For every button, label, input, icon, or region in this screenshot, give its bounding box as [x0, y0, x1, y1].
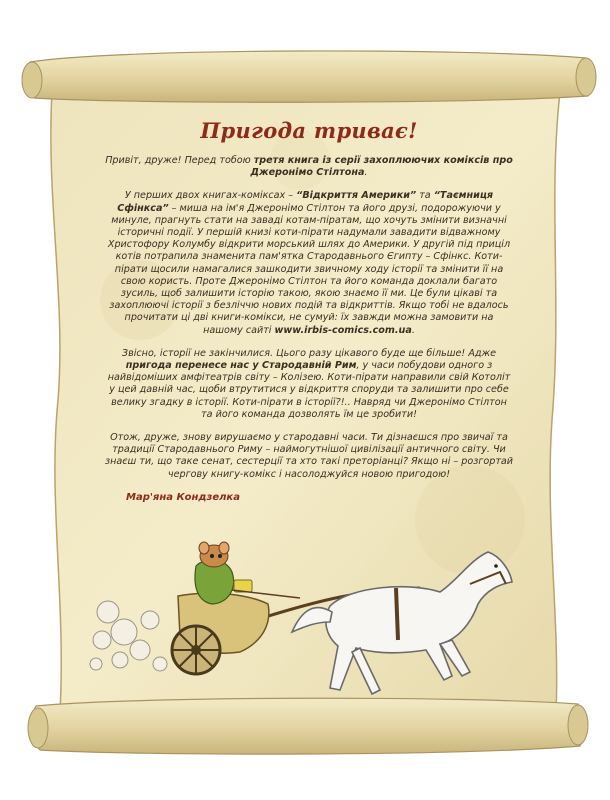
paragraph-closing: Отож, друже, знову вирушаємо у стародавні часи. Ти дізнаєшся про звичаї та традиції Стародавнього Риму – наймогутнішої цивілізації античного світу. Чи знаєш ти, що таке сенат, сестерції та хто такі преторіанці? Якщо ні – розгортай чергову книгу-комікс і насолоджуйся новою пригодою!: [104, 432, 514, 480]
paragraph-intro: Привіт, друже! Перед тобою третя книга із серії захоплюючих коміксів про Джеронімо Стілтона.: [105, 155, 513, 179]
chariot-wheel: [172, 626, 220, 674]
paragraph-rome: Звісно, історії не закінчилися. Цього разу цікавого буде ще більше! Адже пригода перенесе нас у Стародавній Рим, у часи побудови одного з найвідоміших амфітеатрів світу – Колізею. Коти-пірати направили свій Котоліт у цей давній час, щоби втрутитися у відкриття споруди та залишити про себе велику згадку в історії. Коти-пірати в історії?!.. Навряд чи Джеронімо Стілтон та його команда дозволять їм це зробити!: [107, 347, 511, 420]
letter-title: Пригода триває!: [200, 118, 418, 143]
paragraph-previous-books: У перших двох книгах-коміксах – “Відкриття Америки” та “Таємниця Сфінкса” – миша на ім'я Джеронімо Стілтон та його друзі, подорожуючи у минуле, прагнуть стати на заваді котам-піратам, що хочуть змінити визначні історичні події. У першій книзі коти-пірати надумали завадити відважному Христофору Колумбу відкрити морський шлях до Америки. У другій під приціл котів потрапила знаменита пам'ятка Стародавнього Єгипту – Сфінкс. Коти-пірати щосили намагалися зашкодити звичному ходу історії та змінити її на свою користь. Проте Джеронімо Стілтон та його команда доклали багато зусиль, щоб залишити історію такою, якою знаємо її ми. Це були цікаві та захоплюючі історії з безліччю нових подій та відкриттів. Якщо тобі не вдалось прочитати ці дві книги-комікси, не сумуй: їх завжди можна замовити на нашому сайті www.irbis-comics.com.ua.: [107, 190, 511, 336]
author-signature: Мар'яна Кондзелка: [126, 491, 240, 503]
website-link[interactable]: www.irbis-comics.com.ua: [274, 324, 412, 336]
letter-body: [104, 118, 514, 503]
